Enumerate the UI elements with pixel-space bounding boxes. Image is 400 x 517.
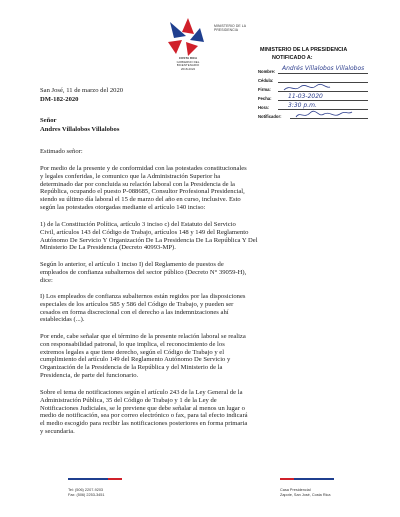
government-logo-text: COSTA RICA GOBIERNO DEL BICENTENARIO 2018-2022 <box>176 56 200 71</box>
footer-bar-red-left <box>108 478 122 480</box>
footer-fax: Fax: (506) 2253-3451 <box>68 493 105 498</box>
place-date: San José, 11 de marzo del 2020 <box>40 87 124 94</box>
signature-icon <box>282 83 332 93</box>
footer-org: Casa Presidencial <box>280 488 311 492</box>
recipient-name: Andres Villalobos Villalobos <box>40 126 120 133</box>
recipient-title: Señor <box>40 117 57 124</box>
stamp-handwritten-fecha: 11-03-2020 <box>288 93 323 100</box>
salutation: Estimado señor: <box>40 148 83 155</box>
stamp-handwritten-hora: 3:30 p.m. <box>288 102 317 109</box>
stamp-field-nombre: Nombre: <box>258 69 276 74</box>
paragraph-4-quote: I) Los empleados de confianza subalternos están regidos por las disposiciones especiales de los artículos 585 y 586 del Código de Trabajo, y pueden ser cesados en forma discrecional con el derecho a las indemnizaciones ahí establecidas (...). <box>40 293 246 324</box>
paragraph-3: Según lo anterior, el artículo 1 inciso I) del Reglamento de puestos de empleados de confianza subalternos del sector público (Decreto N° 39059-H), dice: <box>40 261 247 284</box>
stamp-field-cedula: Cédula: <box>258 78 274 83</box>
paragraph-6: Sobre el tema de notificaciones según el artículo 243 de la Ley General de la Administración Pública, 35 del Código de Trabajo y 1 de la Ley de Notificaciones Judiciales, se le previene que debe señalar al menos un lugar o medio de notificación, sea por correo electrónico o fax, para tal efecto indicará el medio escogido para recibir las notificaciones posteriores en forma primaria y secundaria. <box>40 389 248 435</box>
notification-stamp <box>258 47 372 137</box>
paragraph-1: Por medio de la presente y de conformidad con las potestades constitucionales y legales conferidas, le comunico que la Administración Superior ha determinado dar por concluida su relación laboral con la Presidencia de la República, ocupando el puesto P-088685, Consultor Profesional Presidencial, siendo su último día laboral el 15 de marzo del año en curso, inclusive. Esto según las potestades otorgadas mediante el artículo 140 inciso: <box>40 165 247 211</box>
footer-bar-blue-left <box>68 478 108 480</box>
stamp-subtitle: NOTIFICADO A: <box>272 55 313 61</box>
stamp-field-firma: Firma: <box>258 87 271 92</box>
footer-contact <box>68 488 105 498</box>
notifier-signature-icon <box>294 109 354 121</box>
footer-bar-red-right <box>280 478 294 480</box>
paragraph-5: Por ende, cabe señalar que el término de la presente relación laboral se realiza con responsabilidad patronal, lo que implica, el reconocimiento de los extremos legales a que tiene derecho, según el Código de Trabajo y el cumplimiento del artículo 149 del Reglamento Autónomo De Servicio y Organización de la Presidencia de la República y del Ministerio de la Presidencia, de parte del funcionario. <box>40 333 246 379</box>
footer-bar-blue-right <box>294 478 334 480</box>
stamp-field-fecha: Fecha: <box>258 96 272 101</box>
footer-tel: Tel: (506) 2207-9203 <box>68 488 104 492</box>
paragraph-2: 1) de la Constitución Política, artículo 3 inciso c) del Estatuto del Servicio Civil, artículos 143 del Código de Trabajo, artículos 148 y 149 del Reglamento Autónomo De Servicio Y Organización De La Presidencia De La República Y Del Ministerio De La Presidencia (Decreto 40993-MP). <box>40 221 258 252</box>
footer-address <box>280 488 330 498</box>
stamp-field-notificador: Notificador: <box>258 114 282 119</box>
stamp-handwritten-nombre: Andrés Villalobos Villalobos <box>282 65 365 72</box>
ministry-logo-text: MINISTERIO DE LA PRESIDENCIA <box>214 24 247 33</box>
footer-addr: Zapote, San José, Costa Rica <box>280 493 331 498</box>
stamp-field-hora: Hora: <box>258 105 269 110</box>
stamp-title: MINISTERIO DE LA PRESIDENCIA <box>260 47 348 53</box>
reference-number: DM-182-2020 <box>40 96 79 103</box>
